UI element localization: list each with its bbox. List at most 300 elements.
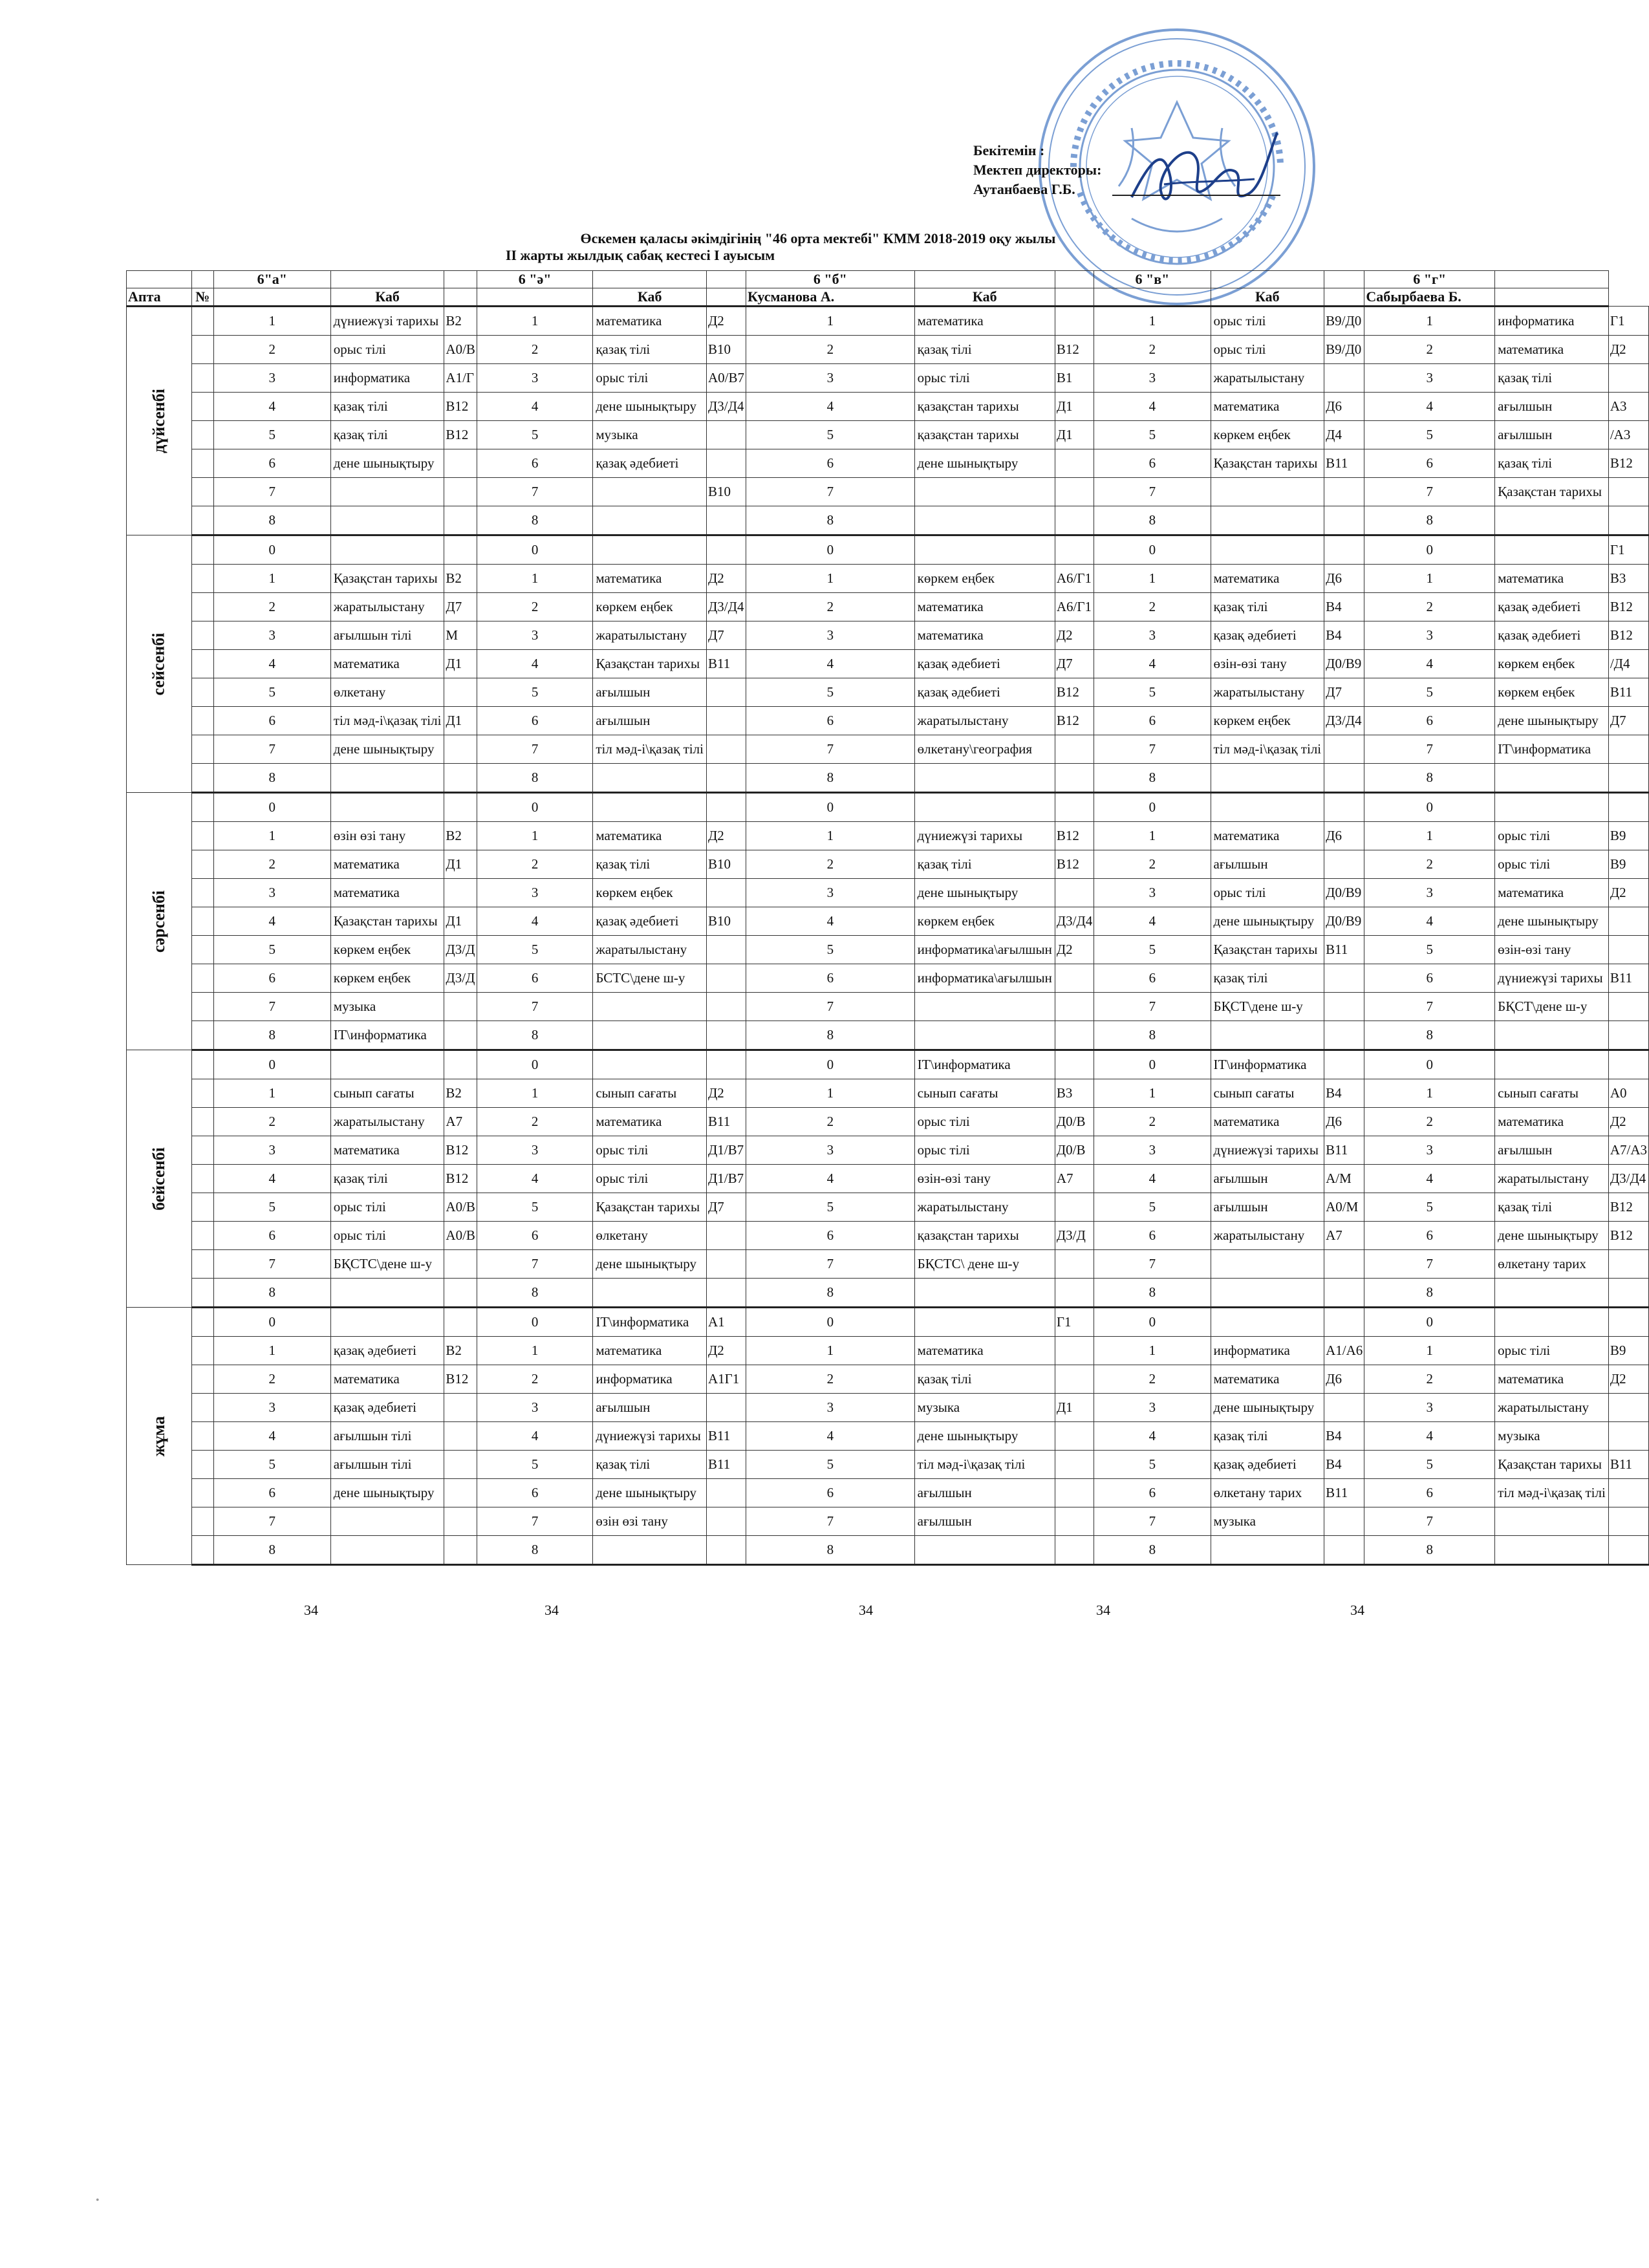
header-cell-blank — [593, 271, 707, 288]
subject-cell — [1211, 1308, 1324, 1337]
room-cell: Д1 — [1055, 1394, 1094, 1422]
room-cell: А0/В — [444, 336, 477, 364]
subject-cell: қазақстан тарихы — [914, 421, 1055, 449]
lesson-number: 6 — [1364, 964, 1495, 993]
subject-cell — [330, 1308, 444, 1337]
room-cell — [444, 478, 477, 506]
subject-cell: дене шынықтыру — [914, 449, 1055, 478]
subject-cell: қазақ тілі — [330, 421, 444, 449]
room-cell — [706, 506, 746, 535]
subject-cell: тіл мәд-і\қазақ тілі — [1211, 735, 1324, 764]
lesson-number: 8 — [1364, 1536, 1495, 1565]
lesson-number: 7 — [213, 1250, 330, 1279]
lesson-number: 6 — [213, 1479, 330, 1507]
room-cell — [444, 793, 477, 822]
lesson-number: 6 — [477, 707, 592, 735]
room-cell — [444, 1394, 477, 1422]
subject-cell: дене шынықтыру — [593, 393, 707, 421]
lesson-number: 6 — [1094, 1222, 1211, 1250]
subject-cell: өлкетану\география — [914, 735, 1055, 764]
subject-cell: орыс тілі — [593, 1136, 707, 1165]
schedule-table — [126, 270, 1649, 1566]
room-cell: В4 — [1324, 1422, 1364, 1451]
table-row — [127, 336, 1649, 364]
subject-cell: қазақ әдебиеті — [330, 1394, 444, 1422]
room-cell — [444, 1507, 477, 1536]
class-6g-header: 6 "г" — [1364, 271, 1495, 288]
subject-cell: ағылшын — [1211, 850, 1324, 879]
subject-cell — [1211, 1279, 1324, 1308]
room-cell — [1608, 735, 1648, 764]
number-cell — [191, 1308, 213, 1337]
room-cell: В11 — [1324, 1136, 1364, 1165]
number-cell — [191, 593, 213, 621]
lesson-number: 5 — [746, 678, 914, 707]
room-cell: Д3/Д — [444, 936, 477, 964]
lesson-number: 3 — [477, 1394, 592, 1422]
room-cell — [706, 1507, 746, 1536]
room-cell: Д2 — [706, 822, 746, 850]
lesson-number: 0 — [213, 793, 330, 822]
subject-cell: математика — [593, 1108, 707, 1136]
room-cell — [1324, 506, 1364, 535]
room-cell: Д2 — [1608, 879, 1648, 907]
lesson-number: 7 — [746, 1250, 914, 1279]
room-cell — [1055, 449, 1094, 478]
room-cell: В3 — [1055, 1079, 1094, 1108]
number-cell — [191, 364, 213, 393]
table-row — [127, 879, 1649, 907]
lesson-number: 1 — [213, 1337, 330, 1365]
room-cell — [1055, 506, 1094, 535]
subject-cell — [330, 793, 444, 822]
subject-cell — [1495, 1021, 1609, 1050]
table-row — [127, 393, 1649, 421]
table-row — [127, 678, 1649, 707]
lesson-number: 5 — [746, 936, 914, 964]
lesson-number: 2 — [213, 336, 330, 364]
table-row — [127, 1451, 1649, 1479]
room-cell — [444, 1479, 477, 1507]
room-cell: Д7 — [706, 1193, 746, 1222]
subject-cell — [593, 793, 707, 822]
room-header: Каб — [914, 288, 1055, 307]
subject-cell: қазақ тілі — [1495, 1193, 1609, 1222]
subject-cell — [1211, 1536, 1324, 1565]
room-cell: В12 — [1608, 449, 1648, 478]
room-cell: В12 — [444, 421, 477, 449]
subject-cell: дене шынықтыру — [1211, 1394, 1324, 1422]
room-cell — [1608, 1308, 1648, 1337]
lesson-number: 8 — [1094, 1021, 1211, 1050]
number-cell — [191, 678, 213, 707]
room-cell: В12 — [1055, 336, 1094, 364]
lesson-number: 8 — [213, 1279, 330, 1308]
room-cell: Д2 — [706, 1337, 746, 1365]
room-cell: А0/В — [444, 1222, 477, 1250]
subject-cell: жаратылыстану — [914, 707, 1055, 735]
lesson-total-6b: 34 — [859, 1602, 873, 1618]
subject-cell — [1211, 764, 1324, 793]
lesson-number: 3 — [1094, 1136, 1211, 1165]
subject-cell: орыс тілі — [1495, 1337, 1609, 1365]
lesson-number: 7 — [477, 993, 592, 1021]
lesson-number: 6 — [213, 1222, 330, 1250]
lesson-number: 7 — [1094, 1507, 1211, 1536]
room-cell: В9 — [1608, 1337, 1648, 1365]
subject-cell: ағылшын тілі — [330, 1451, 444, 1479]
subject-cell: математика — [1211, 393, 1324, 421]
number-cell — [191, 449, 213, 478]
subject-cell: қазақ әдебиеті — [593, 449, 707, 478]
room-cell: Д3/Д4 — [1324, 707, 1364, 735]
room-cell: Д2 — [1608, 1108, 1648, 1136]
number-header: № — [191, 288, 213, 307]
subject-cell — [593, 1279, 707, 1308]
subject-cell: көркем еңбек — [330, 936, 444, 964]
room-cell: В12 — [1608, 621, 1648, 650]
lesson-number: 1 — [746, 822, 914, 850]
lesson-number: 1 — [213, 307, 330, 336]
subject-cell: сынып сағаты — [1211, 1079, 1324, 1108]
subject-cell: математика — [330, 1136, 444, 1165]
room-cell — [1055, 1365, 1094, 1394]
class-6ae-teacher — [477, 288, 592, 307]
room-cell: Д7 — [706, 621, 746, 650]
lesson-number: 0 — [213, 1308, 330, 1337]
subject-cell: көркем еңбек — [1495, 650, 1609, 678]
class-6b-header: 6 "б" — [746, 271, 914, 288]
lesson-number: 5 — [746, 1193, 914, 1222]
lesson-number: 8 — [213, 1536, 330, 1565]
room-cell — [444, 879, 477, 907]
subject-cell: математика — [1211, 822, 1324, 850]
lesson-number: 6 — [1364, 449, 1495, 478]
subject-cell: музыка — [330, 993, 444, 1021]
subject-cell: қазақ әдебиеті — [1211, 1451, 1324, 1479]
subject-cell: сынып сағаты — [330, 1079, 444, 1108]
lesson-number: 8 — [477, 1021, 592, 1050]
class-6g-teacher: Сабырбаева Б. — [1364, 288, 1495, 307]
lesson-number: 0 — [1094, 535, 1211, 565]
table-row — [127, 1394, 1649, 1422]
room-cell: Д4 — [1324, 421, 1364, 449]
room-cell — [444, 1279, 477, 1308]
number-cell — [191, 793, 213, 822]
subject-cell — [1211, 478, 1324, 506]
subject-cell: Қазақстан тарихы — [1495, 1451, 1609, 1479]
number-cell — [191, 336, 213, 364]
lesson-number: 1 — [1094, 1079, 1211, 1108]
lesson-number: 2 — [1094, 336, 1211, 364]
subject-cell: дүниежүзі тарихы — [914, 822, 1055, 850]
lesson-number: 0 — [477, 1050, 592, 1079]
room-cell — [1055, 793, 1094, 822]
subject-cell: математика — [593, 307, 707, 336]
subject-cell: көркем еңбек — [1211, 707, 1324, 735]
lesson-number: 3 — [1364, 621, 1495, 650]
room-cell: Д0/В9 — [1324, 650, 1364, 678]
lesson-number: 3 — [213, 364, 330, 393]
subject-cell: ІТ\информатика — [914, 1050, 1055, 1079]
subject-cell: жаратылыстану — [1211, 678, 1324, 707]
subject-cell: БҚСТ\дене ш-у — [1495, 993, 1609, 1021]
room-cell: Д3/Д4 — [706, 593, 746, 621]
lesson-number: 5 — [477, 1193, 592, 1222]
lesson-number: 6 — [213, 707, 330, 735]
subject-cell: қазақ тілі — [914, 1365, 1055, 1394]
lesson-number: 6 — [1094, 964, 1211, 993]
lesson-number: 7 — [1364, 1250, 1495, 1279]
lesson-number: 0 — [213, 1050, 330, 1079]
room-cell — [1055, 307, 1094, 336]
subject-cell: БҚСТ\дене ш-у — [1211, 993, 1324, 1021]
lesson-number: 6 — [746, 449, 914, 478]
room-cell — [706, 964, 746, 993]
room-cell — [706, 1394, 746, 1422]
lesson-number: 2 — [477, 593, 592, 621]
subject-cell: орыс тілі — [1495, 822, 1609, 850]
lesson-number: 3 — [1094, 364, 1211, 393]
subject-cell: музыка — [914, 1394, 1055, 1422]
room-cell: А0 — [1608, 1079, 1648, 1108]
lesson-number: 8 — [213, 764, 330, 793]
lesson-number: 4 — [477, 1422, 592, 1451]
room-cell: А7 — [1324, 1222, 1364, 1250]
room-cell — [706, 707, 746, 735]
subject-cell: қазақ әдебиеті — [914, 678, 1055, 707]
room-cell: Д7 — [1324, 678, 1364, 707]
subject-cell: орыс тілі — [330, 1222, 444, 1250]
room-cell: В12 — [1055, 822, 1094, 850]
room-cell — [1055, 535, 1094, 565]
subject-cell: орыс тілі — [1495, 850, 1609, 879]
room-cell: В1 — [1055, 364, 1094, 393]
table-row — [127, 1536, 1649, 1565]
lesson-number: 8 — [213, 1021, 330, 1050]
subject-cell: орыс тілі — [1211, 307, 1324, 336]
header-cell-blank — [1495, 288, 1609, 307]
lesson-number: 6 — [213, 964, 330, 993]
subject-cell: математика — [914, 307, 1055, 336]
room-cell — [1324, 1050, 1364, 1079]
lesson-number: 4 — [213, 907, 330, 936]
lesson-number: 4 — [1094, 650, 1211, 678]
lesson-number: 6 — [477, 1222, 592, 1250]
subject-cell: БҚСТС\дене ш-у — [330, 1250, 444, 1279]
room-cell — [444, 1250, 477, 1279]
header-cell-blank — [914, 271, 1055, 288]
number-cell — [191, 707, 213, 735]
subject-cell — [1495, 1279, 1609, 1308]
table-row — [127, 764, 1649, 793]
room-cell — [1324, 364, 1364, 393]
number-cell — [191, 822, 213, 850]
room-cell — [1055, 478, 1094, 506]
lesson-number: 4 — [1094, 907, 1211, 936]
room-cell: А7 — [444, 1108, 477, 1136]
lesson-number: 7 — [1364, 478, 1495, 506]
lesson-number: 6 — [1364, 1479, 1495, 1507]
room-cell: В12 — [1608, 1222, 1648, 1250]
subject-cell: көркем еңбек — [330, 964, 444, 993]
room-cell: В12 — [1055, 850, 1094, 879]
lesson-total-6a: 34 — [304, 1602, 318, 1618]
subject-cell: қазақ тілі — [1495, 364, 1609, 393]
director-position: Мектеп директоры: — [973, 162, 1102, 178]
subject-cell: көркем еңбек — [1211, 421, 1324, 449]
room-cell: В2 — [444, 1079, 477, 1108]
lesson-number: 2 — [477, 336, 592, 364]
lesson-number: 3 — [1094, 1394, 1211, 1422]
table-row — [127, 593, 1649, 621]
room-cell: А/М — [1324, 1165, 1364, 1193]
room-cell: Д3/Д4 — [706, 393, 746, 421]
table-row — [127, 735, 1649, 764]
room-cell: В4 — [1324, 593, 1364, 621]
weekday-label: сейсенбі — [149, 632, 168, 695]
header-cell-blank — [1055, 288, 1094, 307]
room-header: Каб — [1211, 288, 1324, 307]
header-cell-blank — [706, 271, 746, 288]
lesson-number: 7 — [746, 478, 914, 506]
table-row — [127, 307, 1649, 336]
weekday-cell — [127, 793, 192, 1050]
room-cell: Д7 — [1055, 650, 1094, 678]
room-cell: Д3/Д — [1055, 1222, 1094, 1250]
subject-cell: математика — [1211, 1108, 1324, 1136]
subject-cell: тіл мәд-і\қазақ тілі — [1495, 1479, 1609, 1507]
room-cell — [1608, 1507, 1648, 1536]
number-cell — [191, 879, 213, 907]
lesson-number: 7 — [1094, 478, 1211, 506]
subject-cell — [1211, 793, 1324, 822]
lesson-number: 7 — [477, 735, 592, 764]
lesson-number: 8 — [213, 506, 330, 535]
subject-cell: математика — [914, 593, 1055, 621]
lesson-number: 8 — [1364, 1279, 1495, 1308]
lesson-number: 2 — [746, 336, 914, 364]
subject-cell: информатика\ағылшын — [914, 964, 1055, 993]
subject-cell: ағылшын — [914, 1479, 1055, 1507]
number-cell — [191, 964, 213, 993]
lesson-number: 3 — [477, 621, 592, 650]
lesson-number: 7 — [213, 735, 330, 764]
signature-line — [1112, 195, 1280, 196]
subject-cell — [1495, 1507, 1609, 1536]
room-cell — [444, 993, 477, 1021]
room-cell: Д0/В9 — [1324, 907, 1364, 936]
room-cell — [1608, 1479, 1648, 1507]
room-cell — [1324, 850, 1364, 879]
lesson-number: 8 — [746, 1021, 914, 1050]
header-cell-blank — [706, 288, 746, 307]
lesson-number: 4 — [1094, 1422, 1211, 1451]
lesson-number: 7 — [1364, 1507, 1495, 1536]
table-row — [127, 936, 1649, 964]
teacher-header-row — [127, 288, 1649, 307]
room-cell: Д2 — [1608, 336, 1648, 364]
lesson-number: 1 — [1094, 1337, 1211, 1365]
table-row — [127, 1422, 1649, 1451]
subject-cell: жаратылыстану — [593, 936, 707, 964]
table-row — [127, 1279, 1649, 1308]
table-row — [127, 1250, 1649, 1279]
header-cell-blank — [1055, 271, 1094, 288]
room-cell — [444, 1050, 477, 1079]
table-row — [127, 1136, 1649, 1165]
subject-cell: орыс тілі — [330, 1193, 444, 1222]
room-cell — [706, 1279, 746, 1308]
room-cell — [1055, 1050, 1094, 1079]
table-row — [127, 621, 1649, 650]
subject-cell: дене шынықтыру — [1495, 1222, 1609, 1250]
lesson-number: 1 — [213, 565, 330, 593]
subject-cell: информатика — [593, 1365, 707, 1394]
lesson-number: 5 — [1094, 1193, 1211, 1222]
lesson-number: 5 — [1094, 1451, 1211, 1479]
approval-block — [973, 141, 1101, 199]
director-name: Аутанбаева Г.Б. — [973, 181, 1075, 197]
subject-cell: қазақ тілі — [330, 1165, 444, 1193]
room-cell: В12 — [444, 1165, 477, 1193]
room-cell: Д0/В — [1055, 1108, 1094, 1136]
subject-cell: жаратылыстану — [1495, 1394, 1609, 1422]
room-cell: В4 — [1324, 1451, 1364, 1479]
room-cell — [706, 764, 746, 793]
room-cell: Д1 — [444, 907, 477, 936]
subject-cell: математика — [330, 1365, 444, 1394]
lesson-number: 3 — [1364, 1394, 1495, 1422]
room-cell: А1/Г — [444, 364, 477, 393]
room-cell: В10 — [706, 850, 746, 879]
room-cell — [1608, 506, 1648, 535]
number-cell — [191, 936, 213, 964]
number-cell — [191, 1507, 213, 1536]
room-cell: А6/Г1 — [1055, 565, 1094, 593]
number-cell — [191, 1193, 213, 1222]
room-cell — [1608, 1536, 1648, 1565]
table-row — [127, 1021, 1649, 1050]
room-cell — [1608, 364, 1648, 393]
room-cell — [1055, 1507, 1094, 1536]
room-cell: В11 — [1608, 678, 1648, 707]
header-cell-blank — [1324, 271, 1364, 288]
subject-cell — [593, 478, 707, 506]
lesson-number: 0 — [746, 1050, 914, 1079]
lesson-number: 3 — [477, 364, 592, 393]
table-row — [127, 1365, 1649, 1394]
room-cell — [1608, 993, 1648, 1021]
number-cell — [191, 565, 213, 593]
subject-cell — [593, 506, 707, 535]
subject-cell: ағылшын — [1211, 1193, 1324, 1222]
subject-cell: дене шынықтыру — [914, 879, 1055, 907]
number-cell — [191, 850, 213, 879]
room-cell — [1055, 1536, 1094, 1565]
subject-cell: жаратылыстану — [330, 1108, 444, 1136]
room-cell: В10 — [706, 478, 746, 506]
room-cell: В9/Д0 — [1324, 336, 1364, 364]
subject-cell: қазақ әдебиеті — [1495, 593, 1609, 621]
subject-cell: ағылшын — [1495, 1136, 1609, 1165]
lesson-number: 5 — [213, 936, 330, 964]
weekday-cell — [127, 535, 192, 793]
lesson-number: 1 — [1364, 822, 1495, 850]
lesson-number: 6 — [1364, 707, 1495, 735]
lesson-number: 3 — [746, 1136, 914, 1165]
room-cell: В11 — [706, 1451, 746, 1479]
